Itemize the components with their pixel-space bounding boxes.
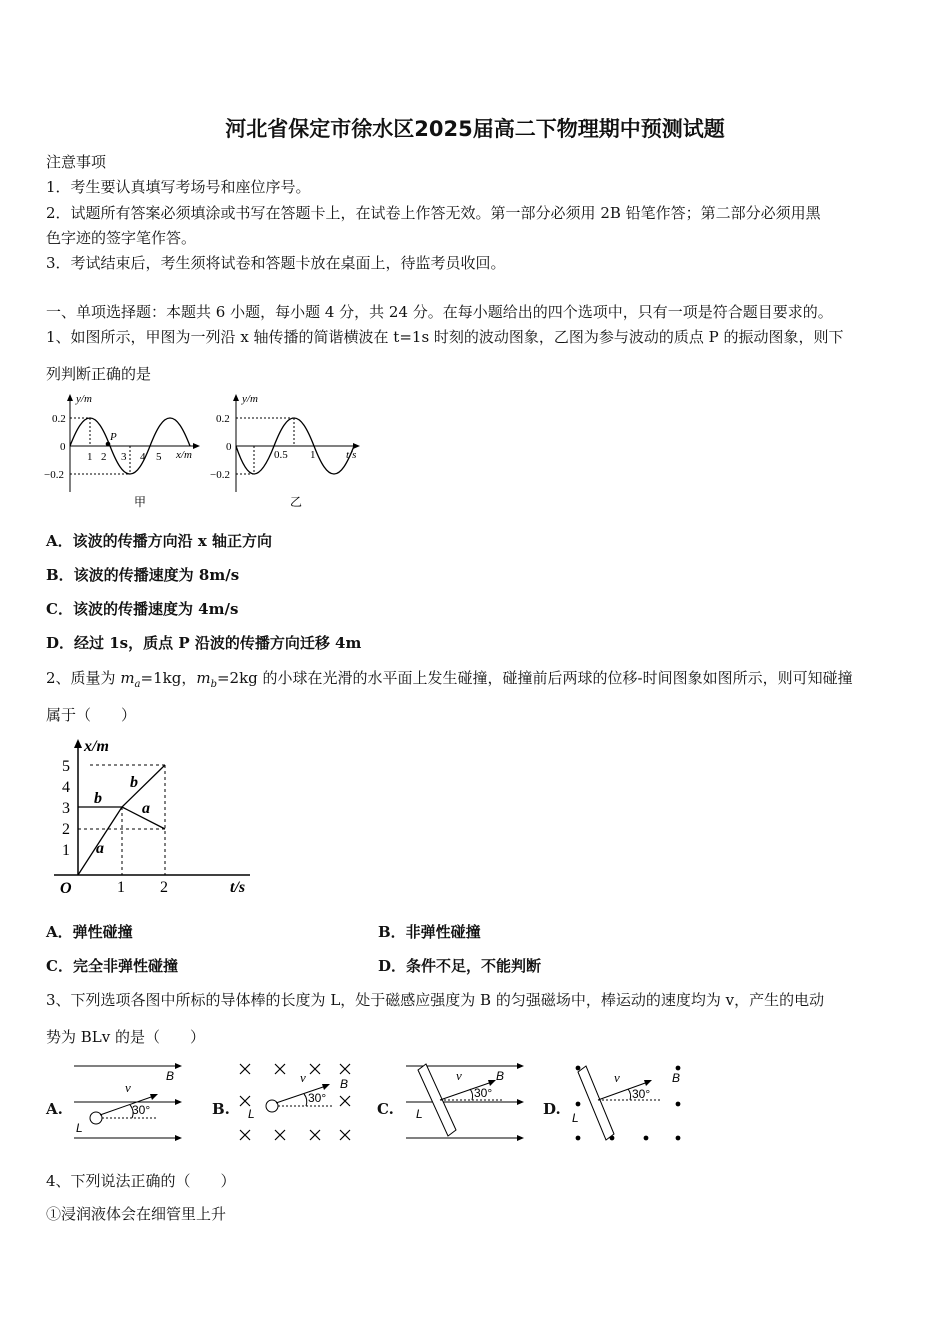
notice-item: 色字迹的签字笔作答。 [46, 229, 197, 247]
q1-vib-caption: 乙 [290, 495, 303, 509]
q1-vib-ytick: 0 [226, 441, 232, 453]
q2-mass-b: m [196, 669, 211, 687]
q2-line-label: b [94, 790, 102, 807]
q3-d-length: L [572, 1111, 579, 1125]
q1-wave-caption: 甲 [134, 495, 147, 509]
q2-stem-line2: 属于（ ） [46, 706, 137, 724]
q1-vib-ytick: 0.2 [216, 413, 230, 425]
q3-b-angle: 30° [308, 1091, 327, 1105]
q2-mass-b-sub: b [210, 679, 217, 690]
q1-vib-ylabel: y/m [242, 393, 258, 405]
q3-b-velocity: v [300, 1070, 306, 1085]
q2-line-label: b [130, 774, 138, 791]
q3-d-angle: 30° [632, 1087, 651, 1101]
q1-vibration-graph [210, 392, 370, 514]
q3-a-velocity: v [125, 1080, 131, 1095]
q1-wave-xtick: 4 [140, 451, 146, 463]
q3-fig-a-letter[interactable]: A. [46, 1100, 63, 1118]
q1-wave-xtick: 2 [101, 451, 107, 463]
q2-option-a[interactable]: A．弹性碰撞 [46, 923, 133, 941]
q2-line-label: a [96, 840, 104, 857]
q2-option-c[interactable]: C．完全非弹性碰撞 [46, 957, 178, 975]
q3-stem-line1: 3、下列选项各图中所标的导体棒的长度为 L，处于磁感应强度为 B 的匀强磁场中，棒运动的速度均为 v，产生的电动 [46, 991, 825, 1009]
q2-line-label: a [142, 800, 150, 817]
q2-stem-post: =2kg 的小球在光滑的水平面上发生碰撞，碰撞前后两球的位移-时间图象如图所示，则可知碰撞 [216, 669, 853, 687]
q3-fig-d-letter[interactable]: D. [543, 1100, 561, 1118]
q3-a-field: B [166, 1069, 175, 1083]
q1-vib-xtick: 0.5 [274, 449, 288, 461]
notice-heading: 注意事项 [46, 153, 107, 171]
q3-fig-b [234, 1060, 359, 1150]
q2-option-d[interactable]: D．条件不足，不能判断 [378, 957, 542, 975]
q3-a-angle: 30° [132, 1103, 151, 1117]
q2-option-b[interactable]: B．非弹性碰撞 [378, 923, 481, 941]
notice-item: 3．考试结束后，考生须将试卷和答题卡放在桌面上，待监考员收回。 [46, 254, 506, 272]
q3-b-length: L [248, 1107, 255, 1121]
q3-d-velocity: v [614, 1070, 620, 1085]
q3-fig-a [72, 1060, 192, 1150]
notice-item: 1．考生要认真填写考场号和座位序号。 [46, 178, 311, 196]
q2-mass-a-value: =1kg， [140, 669, 197, 687]
page-title: 河北省保定市徐水区2025届高二下物理期中预测试题 [225, 117, 725, 141]
q2-graph-xlabel: t/s [230, 879, 246, 896]
q1-vib-ytick: −0.2 [210, 469, 230, 481]
q1-option-d[interactable]: D．经过 1s，质点 P 沿波的传播方向迁移 4m [46, 634, 362, 652]
q1-option-c[interactable]: C．该波的传播速度为 4m/s [46, 600, 239, 618]
q2-graph-ytick: 1 [62, 842, 70, 859]
q2-graph-ytick: 3 [62, 800, 70, 817]
q3-fig-c [404, 1060, 529, 1150]
q2-graph-ytick: 4 [62, 779, 70, 796]
q1-option-b[interactable]: B．该波的传播速度为 8m/s [46, 566, 240, 584]
q1-wave-xlabel: x/m [176, 449, 192, 461]
q2-stem-pre: 2、质量为 [46, 669, 121, 687]
q3-d-field: B [672, 1071, 681, 1085]
q3-c-field: B [496, 1069, 505, 1083]
q1-stem-line1: 1、如图所示，甲图为一列沿 x 轴传播的简谐横波在 t=1s 时刻的波动图象，乙图为参与波动的质点 P 的振动图象，则下 [46, 328, 844, 346]
q3-stem-line2: 势为 BLv 的是（ ） [46, 1028, 205, 1046]
q1-wave-xtick: 3 [121, 451, 127, 463]
q1-wave-xtick: 1 [87, 451, 93, 463]
q1-option-a[interactable]: A．该波的传播方向沿 x 轴正方向 [46, 532, 273, 550]
q2-stem-line1 [46, 668, 853, 695]
q2-graph-ytick: 2 [62, 821, 70, 838]
q1-vib-xtick: 1 [310, 449, 316, 461]
q1-wave-ylabel: y/m [76, 393, 92, 405]
q2-graph-xtick: 2 [160, 879, 168, 896]
q1-stem-line2: 列判断正确的是 [46, 365, 152, 383]
q2-graph-xtick: 1 [117, 879, 125, 896]
q3-fig-c-letter[interactable]: C. [377, 1100, 394, 1118]
q2-graph-origin: O [60, 880, 72, 897]
q1-wave-ytick: −0.2 [44, 469, 64, 481]
q2-mass-a: m [120, 669, 135, 687]
q1-vib-xlabel: t/s [346, 449, 357, 461]
q1-point-p: P [110, 431, 117, 443]
q4-item-1: ①浸润液体会在细管里上升 [46, 1205, 227, 1223]
q4-stem: 4、下列说法正确的（ ） [46, 1172, 236, 1190]
q2-graph-ylabel: x/m [84, 738, 109, 755]
q1-wave-xtick: 5 [156, 451, 162, 463]
q1-wave-ytick: 0.2 [52, 413, 66, 425]
section-heading: 一、单项选择题：本题共 6 小题，每小题 4 分，共 24 分。在每小题给出的四个选项中，只有一项是符合题目要求的。 [46, 303, 833, 321]
notice-item: 2．试题所有答案必须填涂或书写在答题卡上，在试卷上作答无效。第一部分必须用 2B 铅笔作答；第二部分必须用黑 [46, 204, 821, 222]
q3-a-length: L [76, 1121, 83, 1135]
q3-c-angle: 30° [474, 1086, 493, 1100]
q3-c-velocity: v [456, 1068, 462, 1083]
q2-mass-a-sub: a [134, 679, 141, 690]
q3-b-field: B [340, 1077, 349, 1091]
q3-fig-d [568, 1060, 693, 1150]
q2-xt-graph [50, 735, 260, 905]
q2-graph-ytick: 5 [62, 758, 70, 775]
q1-wave-ytick: 0 [60, 441, 66, 453]
q3-fig-b-letter[interactable]: B. [212, 1100, 230, 1118]
q1-wave-graph [40, 392, 200, 514]
q3-c-length: L [416, 1107, 423, 1121]
